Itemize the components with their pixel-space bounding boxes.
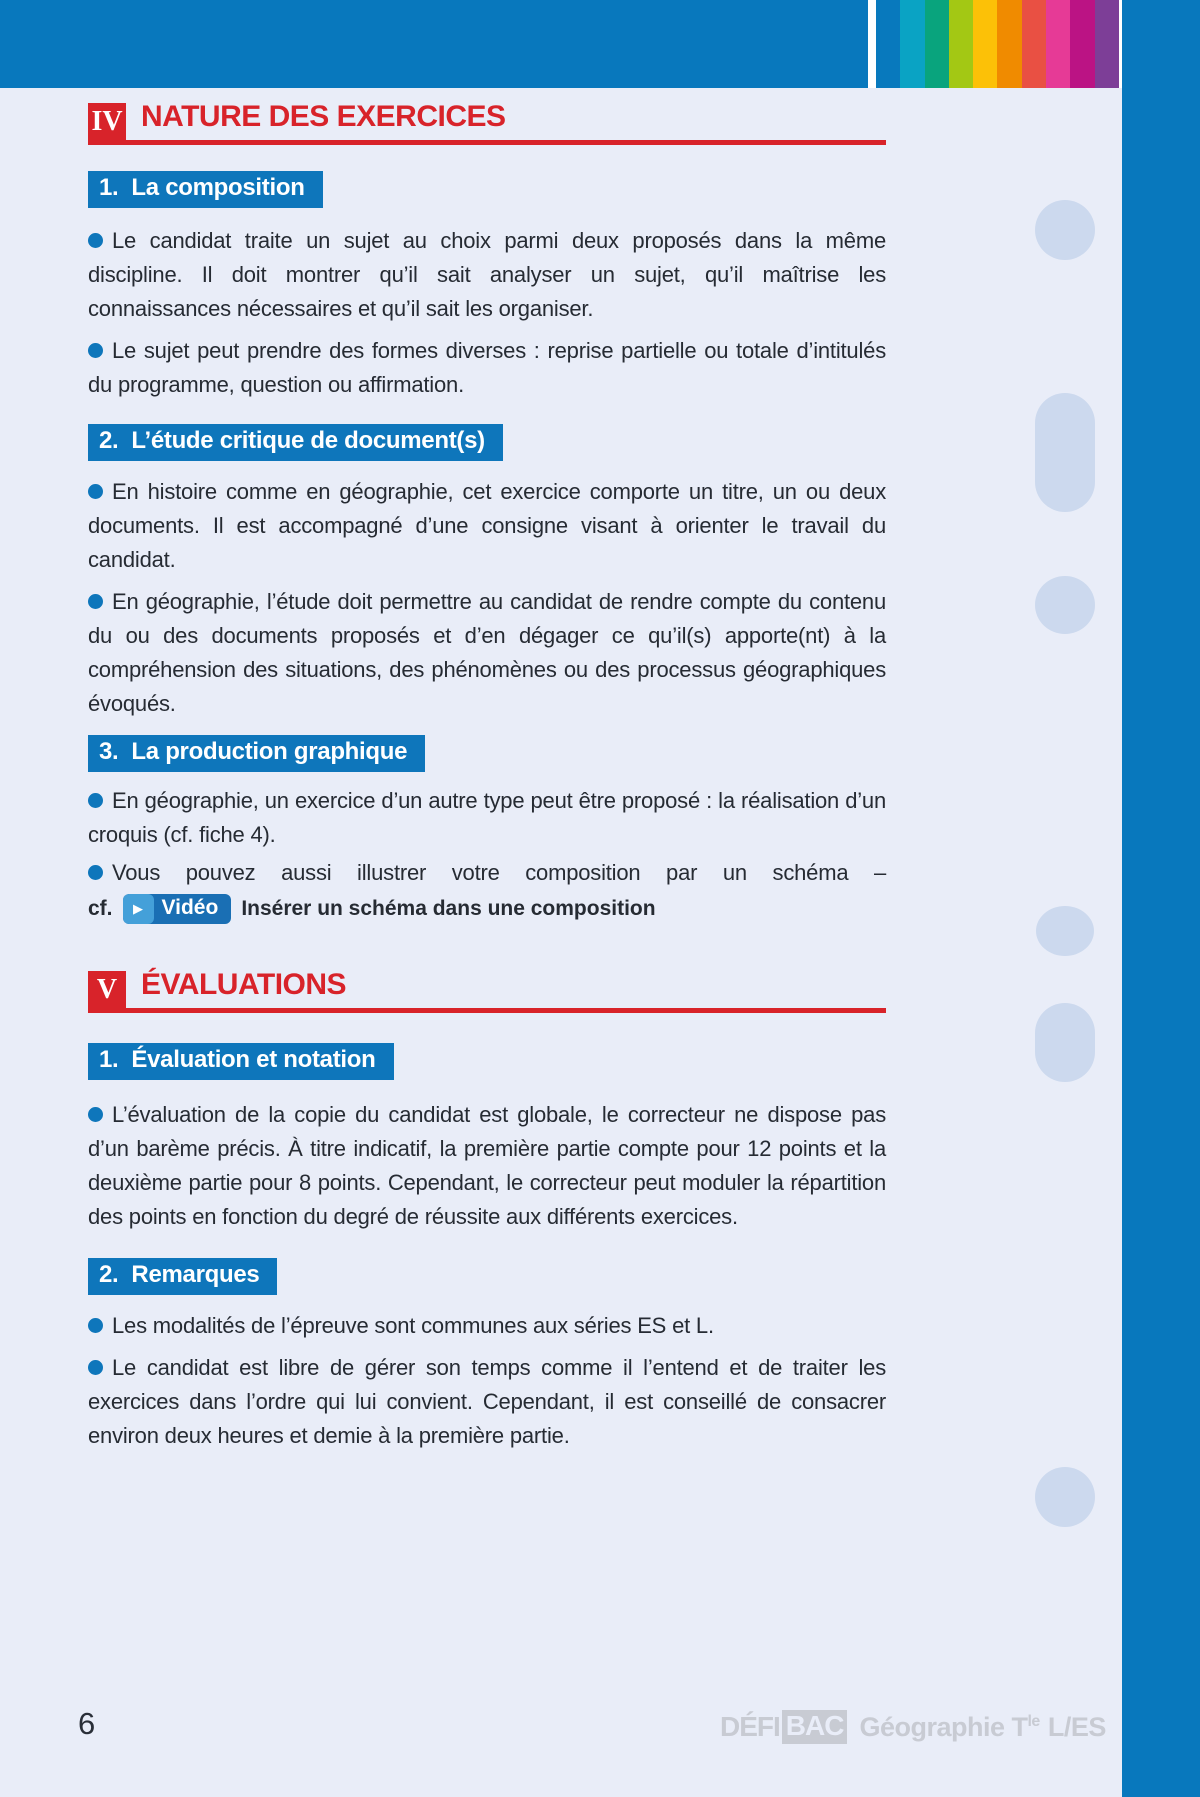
subsection-label: Évaluation et notation [131, 1046, 376, 1073]
video-reference-line [88, 894, 886, 924]
footer-brand [720, 1710, 1106, 1744]
bullet-icon [88, 1360, 103, 1375]
main-content-column [88, 100, 886, 1453]
color-stripe [1022, 0, 1046, 88]
color-stripe [1095, 0, 1119, 88]
subsection-number: 2. [99, 1261, 119, 1288]
play-icon: ▶ [123, 894, 154, 924]
right-sidebar-band [1122, 0, 1200, 1797]
color-stripe [1046, 0, 1070, 88]
subsection-number: 2. [99, 427, 119, 454]
bullet-icon [88, 594, 103, 609]
stripes-area [868, 0, 1122, 88]
section-header-iv [88, 100, 886, 145]
paragraph [88, 856, 886, 890]
subsection-label: La production graphique [131, 738, 408, 765]
subsection-label: L’étude critique de document(s) [131, 427, 485, 454]
color-stripe [997, 0, 1021, 88]
stripe-separator [868, 0, 876, 88]
brand-grade-sup: le [1027, 1712, 1040, 1730]
subsection-heading-production-graphique [88, 735, 425, 772]
bullet-icon [88, 484, 103, 499]
paragraph-text: En géographie, un exercice d’un autre type peut être proposé : la réalisation d’un croquis (cf. fiche 4). [88, 788, 886, 847]
decorative-circle [1035, 200, 1095, 260]
paragraph [88, 224, 886, 326]
decorative-circle [1035, 1467, 1095, 1527]
brand-defi: DÉFI [720, 1711, 780, 1742]
subsection-heading-etude-critique [88, 424, 503, 461]
section-numeral-box: V [88, 971, 126, 1009]
bullet-icon [88, 343, 103, 358]
paragraph-text: En géographie, l’étude doit permettre au candidat de rendre compte du contenu du ou des documents proposés et d’en dégager ce qu’il(s) apporte(nt) à la compréhension des situations, des phénomènes ou des processus géographiques évoqués. [88, 589, 886, 716]
subsection-heading-composition [88, 171, 323, 208]
paragraph-text: L’évaluation de la copie du candidat est globale, le correcteur ne dispose pas d’un barème précis. À titre indicatif, la première partie compte pour 12 points et la deuxième partie pour 8 points. Cependant, le correcteur peut moduler la répartition des points en fonction du degré de réussite aux différents exercices. [88, 1102, 886, 1229]
subsection-number: 1. [99, 1046, 119, 1073]
paragraph [88, 334, 886, 402]
subsection-heading-remarques [88, 1258, 277, 1295]
section-numeral-box: IV [88, 103, 126, 141]
paragraph [88, 1098, 886, 1234]
brand-subject: Géographie $T^{le}$ L/ES [859, 1711, 1106, 1742]
decorative-pill [1035, 393, 1095, 512]
paragraph-text: Le sujet peut prendre des formes diverses : reprise partielle ou totale d’intitulés du programme, question ou affirmation. [88, 338, 886, 397]
color-stripe [1070, 0, 1094, 88]
section-title: ÉVALUATIONS [141, 968, 347, 1001]
color-stripe [973, 0, 997, 88]
decorative-circle [1036, 906, 1094, 956]
paragraph [88, 585, 886, 721]
brand-series: L/ES [1047, 1711, 1106, 1742]
color-stripe [925, 0, 949, 88]
brand-bac: BAC [782, 1710, 848, 1744]
video-badge-label: Vidéo [161, 895, 219, 919]
paragraph [88, 475, 886, 577]
subsection-label: Remarques [131, 1261, 260, 1288]
paragraph [88, 1309, 886, 1343]
paragraph-text: Les modalités de l’épreuve sont communes aux séries ES et L. [112, 1313, 714, 1338]
color-stripe [876, 0, 900, 88]
color-stripes [876, 0, 1119, 88]
paragraph-text: En histoire comme en géographie, cet exercice comporte un titre, un ou deux documents. Il est accompagné d’une consigne visant à orienter le travail du candidat. [88, 479, 886, 572]
top-header-band [0, 0, 1200, 88]
bullet-icon [88, 233, 103, 248]
video-caption: Insérer un schéma dans une composition [241, 897, 656, 920]
paragraph-text: Vous pouvez aussi illustrer votre composition par un schéma – [112, 860, 886, 885]
bullet-icon [88, 865, 103, 880]
subsection-number: 3. [99, 738, 119, 765]
paragraph [88, 1351, 886, 1453]
video-badge [123, 894, 232, 924]
page-number: 6 [78, 1706, 96, 1741]
bullet-icon [88, 1107, 103, 1122]
bullet-icon [88, 1318, 103, 1333]
bullet-icon [88, 793, 103, 808]
color-stripe [949, 0, 973, 88]
paragraph [88, 784, 886, 852]
subsection-label: La composition [131, 174, 305, 201]
section-header-v [88, 968, 886, 1013]
paragraph-text: Le candidat est libre de gérer son temps comme il l’entend et de traiter les exercices dans l’ordre qui lui convient. Cependant, il est conseillé de consacrer environ deux heures et demie à la première partie. [88, 1355, 886, 1448]
paragraph-text: Le candidat traite un sujet au choix parmi deux proposés dans la même discipline. Il doit montrer qu’il sait analyser un sujet, qu’il maîtrise les connaissances nécessaires et qu’il sait les organiser. [88, 228, 886, 321]
subsection-heading-evaluation-notation [88, 1043, 394, 1080]
video-prefix: cf. [88, 897, 113, 920]
decorative-circle [1035, 576, 1095, 634]
subsection-number: 1. [99, 174, 119, 201]
color-stripe [900, 0, 924, 88]
decorative-pill [1035, 1003, 1095, 1082]
section-title: NATURE DES EXERCICES [141, 100, 506, 133]
